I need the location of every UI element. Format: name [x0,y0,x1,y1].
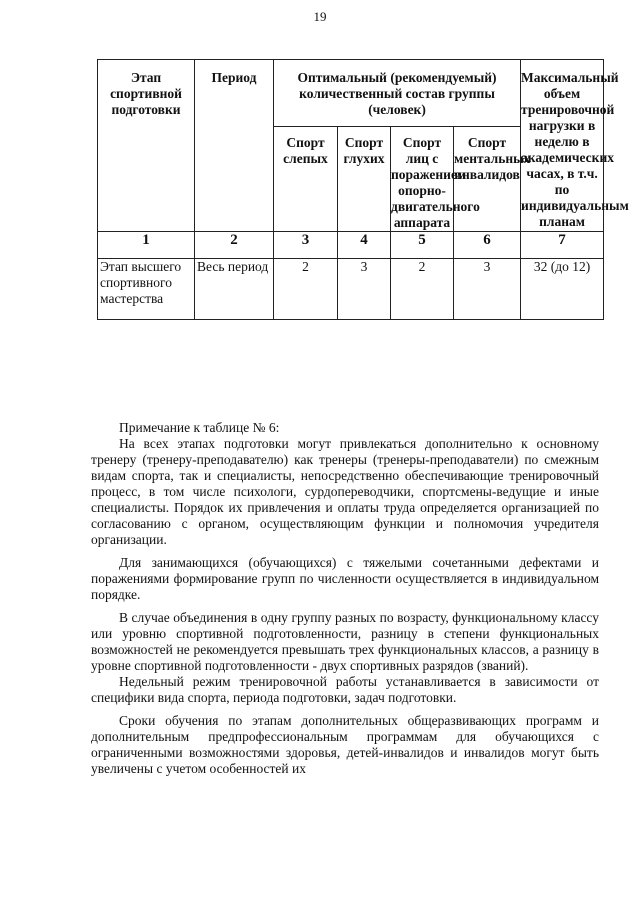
header-musculoskeletal-sport: Спорт лиц с поражением опорно-двигательного аппарата [391,127,454,232]
cell-max-load: 32 (до 12) [521,259,604,320]
notes-paragraph: Недельный режим тренировочной работы устанавливается в зависимости от специфики вида спорта, периода подготовки, задач подготовки. [91,674,599,705]
column-number: 4 [338,232,391,259]
column-number-row [98,232,604,259]
notes-paragraph: Сроки обучения по этапам дополнительных общеразвивающих программ и дополнительным предпрофессиональным программам для обучающихся с ограниченными возможностями здоровья, детей-инвалидов и инвалидов могут быть увеличены с учетом особенностей их [91,713,599,776]
page-number: 19 [313,9,327,24]
training-groups-table [97,59,629,320]
header-mental-sport: Спорт ментальных инвалидов [454,127,521,232]
cell-stage: Этап высшего спортивного мастерства [98,259,195,320]
header-max-load: Максимальный объем тренировочной нагрузки в неделю в академических часах, в т.ч. по индивидуальным планам [521,60,604,232]
header-stage: Этап спортивной подготовки [98,60,195,232]
cell-mental: 3 [454,259,521,320]
header-optimal-group: Оптимальный (рекомендуемый) количественный состав группы (человек) [274,60,521,127]
header-blind-sport: Спорт слепых [274,127,338,232]
cell-musculoskeletal: 2 [391,259,454,320]
column-number: 1 [98,232,195,259]
notes-paragraph: На всех этапах подготовки могут привлекаться дополнительно к основному тренеру (тренеру-преподавателю) как тренеры (тренеры-преподаватели) по смежным видам спорта, так и специалисты, непосредственно обеспечивающие тренировочный процесс, в том числе психологи, сурдопереводчики, спортсмены-ведущие и иные специалисты. Порядок их привлечения и оплаты труда определяется организацией по согласованию с органом, осуществляющим функции и полномочия учредителя организации. [91,436,599,547]
column-number: 6 [454,232,521,259]
column-number: 2 [195,232,274,259]
table-notes [91,420,599,777]
notes-paragraph: Для занимающихся (обучающихся) с тяжелыми сочетанными дефектами и поражениями формирование групп по численности осуществляется в индивидуальном порядке. [91,555,599,602]
cell-blind: 2 [274,259,338,320]
table-row [98,259,604,320]
notes-paragraph: В случае объединения в одну группу разных по возрасту, функциональному классу или уровню спортивной подготовленности, разницу в степени функциональных возможностей не рекомендуется превышать трех функциональных классов, а разницу в уровне спортивной подготовленности - двух спортивных разрядов (званий). [91,610,599,673]
column-number: 3 [274,232,338,259]
cell-period: Весь период [195,259,274,320]
column-number: 5 [391,232,454,259]
header-deaf-sport: Спорт глухих [338,127,391,232]
notes-title: Примечание к таблице № 6: [119,420,280,435]
column-number: 7 [521,232,604,259]
cell-deaf: 3 [338,259,391,320]
header-period: Период [195,60,274,232]
